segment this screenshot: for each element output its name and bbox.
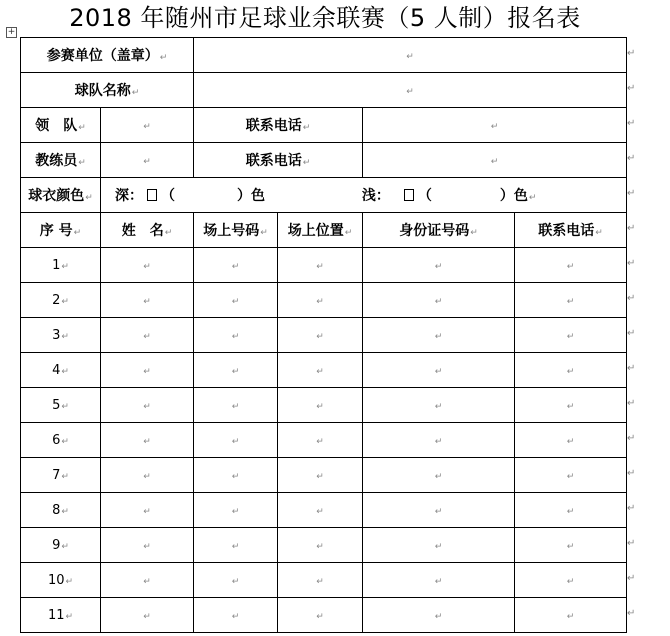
entry-cell[interactable]: ↵ bbox=[101, 388, 194, 423]
row-end-mark: ↵ bbox=[627, 327, 636, 339]
row-number-cell: 7↵ bbox=[21, 458, 101, 493]
unit-row bbox=[21, 38, 627, 73]
entry-cell[interactable]: ↵ bbox=[101, 423, 194, 458]
table-row bbox=[21, 353, 627, 388]
row-end-mark: ↵ bbox=[627, 47, 636, 59]
row-end-mark: ↵ bbox=[627, 82, 636, 94]
leader-row bbox=[21, 108, 627, 143]
table-row bbox=[21, 458, 627, 493]
row-end-mark: ↵ bbox=[627, 607, 636, 619]
entry-cell[interactable]: ↵ bbox=[278, 528, 363, 563]
entry-cell[interactable]: ↵ bbox=[101, 493, 194, 528]
coach-row bbox=[21, 143, 627, 178]
entry-cell[interactable]: ↵ bbox=[101, 458, 194, 493]
entry-cell[interactable]: ↵ bbox=[194, 563, 278, 598]
entry-cell[interactable]: ↵ bbox=[278, 353, 363, 388]
entry-cell[interactable]: ↵ bbox=[194, 353, 278, 388]
entry-cell[interactable]: ↵ bbox=[194, 528, 278, 563]
row-number-cell: 11↵ bbox=[21, 598, 101, 633]
row-end-mark: ↵ bbox=[627, 537, 636, 549]
entry-cell[interactable]: ↵ bbox=[194, 318, 278, 353]
row-end-mark: ↵ bbox=[627, 152, 636, 164]
entry-cell[interactable]: ↵ bbox=[101, 318, 194, 353]
entry-cell[interactable]: ↵ bbox=[101, 598, 194, 633]
entry-cell[interactable]: ↵ bbox=[278, 248, 363, 283]
entry-cell[interactable]: ↵ bbox=[515, 563, 627, 598]
checkbox-icon bbox=[147, 189, 157, 201]
row-number-cell: 6↵ bbox=[21, 423, 101, 458]
entry-cell[interactable]: ↵ bbox=[194, 458, 278, 493]
table-row bbox=[21, 528, 627, 563]
row-end-mark: ↵ bbox=[627, 292, 636, 304]
checkbox-icon bbox=[404, 189, 414, 201]
entry-cell[interactable]: ↵ bbox=[363, 388, 515, 423]
coach-phone-value-cell[interactable]: ↵ bbox=[363, 143, 627, 178]
team-name-value-cell[interactable]: ↵ bbox=[194, 73, 627, 108]
entry-cell[interactable]: ↵ bbox=[515, 598, 627, 633]
row-end-mark: ↵ bbox=[627, 257, 636, 269]
row-end-mark: ↵ bbox=[627, 572, 636, 584]
entry-cell[interactable]: ↵ bbox=[515, 528, 627, 563]
entry-cell[interactable]: ↵ bbox=[194, 423, 278, 458]
row-number-cell: 5↵ bbox=[21, 388, 101, 423]
entry-cell[interactable]: ↵ bbox=[194, 388, 278, 423]
row-number-cell: 9↵ bbox=[21, 528, 101, 563]
leader-phone-value-cell[interactable]: ↵ bbox=[363, 108, 627, 143]
leader-value-cell[interactable]: ↵ bbox=[101, 108, 194, 143]
column-header: 联系电话↵ bbox=[515, 213, 627, 248]
row-number-cell: 4↵ bbox=[21, 353, 101, 388]
entry-cell[interactable]: ↵ bbox=[363, 563, 515, 598]
jersey-value-cell[interactable] bbox=[101, 178, 627, 213]
entry-cell[interactable]: ↵ bbox=[194, 598, 278, 633]
entry-cell[interactable]: ↵ bbox=[101, 248, 194, 283]
table-row bbox=[21, 598, 627, 633]
row-end-mark: ↵ bbox=[627, 432, 636, 444]
entry-cell[interactable]: ↵ bbox=[194, 248, 278, 283]
entry-cell[interactable]: ↵ bbox=[278, 493, 363, 528]
row-end-mark: ↵ bbox=[627, 362, 636, 374]
table-row bbox=[21, 283, 627, 318]
entry-cell[interactable]: ↵ bbox=[278, 318, 363, 353]
table-row bbox=[21, 493, 627, 528]
unit-label-cell: 参赛单位（盖章）↵ bbox=[21, 38, 194, 73]
coach-label-cell: 教练员↵ bbox=[21, 143, 101, 178]
leader-phone-label-cell: 联系电话↵ bbox=[194, 108, 363, 143]
row-number-cell: 10↵ bbox=[21, 563, 101, 598]
jersey-label-cell: 球衣颜色↵ bbox=[21, 178, 101, 213]
table-move-handle-icon[interactable]: + bbox=[7, 27, 16, 37]
row-number-cell: 8↵ bbox=[21, 493, 101, 528]
entry-cell[interactable]: ↵ bbox=[363, 353, 515, 388]
page-title: 2018 年随州市足球业余联赛（5 人制）报名表 bbox=[69, 4, 581, 32]
light-color-field[interactable]: 浅： （ ）色↵ bbox=[361, 188, 537, 204]
entry-cell[interactable]: ↵ bbox=[363, 283, 515, 318]
table-row bbox=[21, 563, 627, 598]
coach-phone-label-cell: 联系电话↵ bbox=[194, 143, 363, 178]
entry-cell[interactable]: ↵ bbox=[515, 388, 627, 423]
entry-cell[interactable]: ↵ bbox=[101, 353, 194, 388]
entry-cell[interactable]: ↵ bbox=[363, 423, 515, 458]
column-header: 身份证号码↵ bbox=[363, 213, 515, 248]
table-row bbox=[21, 248, 627, 283]
entry-cell[interactable]: ↵ bbox=[278, 388, 363, 423]
leader-label-cell: 领 队↵ bbox=[21, 108, 101, 143]
jersey-row bbox=[21, 178, 627, 213]
table-row bbox=[21, 318, 627, 353]
table-row bbox=[21, 423, 627, 458]
entry-cell[interactable]: ↵ bbox=[101, 528, 194, 563]
entry-cell[interactable]: ↵ bbox=[278, 598, 363, 633]
table-row bbox=[21, 388, 627, 423]
column-header: 场上号码↵ bbox=[194, 213, 278, 248]
unit-value-cell[interactable]: ↵ bbox=[194, 38, 627, 73]
coach-value-cell[interactable]: ↵ bbox=[101, 143, 194, 178]
entry-cell[interactable]: ↵ bbox=[363, 248, 515, 283]
team-name-label-cell: 球队名称↵ bbox=[21, 73, 194, 108]
entry-cell[interactable]: ↵ bbox=[515, 423, 627, 458]
entry-cell[interactable]: ↵ bbox=[515, 283, 627, 318]
entry-cell[interactable]: ↵ bbox=[363, 318, 515, 353]
column-header: 场上位置↵ bbox=[278, 213, 363, 248]
entry-cell[interactable]: ↵ bbox=[194, 493, 278, 528]
column-header: 姓 名↵ bbox=[101, 213, 194, 248]
row-number-cell: 3↵ bbox=[21, 318, 101, 353]
row-end-mark: ↵ bbox=[627, 467, 636, 479]
row-number-cell: 1↵ bbox=[21, 248, 101, 283]
entry-cell[interactable]: ↵ bbox=[363, 493, 515, 528]
team-name-row bbox=[21, 73, 627, 108]
entry-cell[interactable]: ↵ bbox=[363, 458, 515, 493]
entry-cell[interactable]: ↵ bbox=[278, 283, 363, 318]
entry-cell[interactable]: ↵ bbox=[515, 353, 627, 388]
entry-cell[interactable]: ↵ bbox=[363, 528, 515, 563]
row-end-mark: ↵ bbox=[627, 397, 636, 409]
entry-cell[interactable]: ↵ bbox=[278, 458, 363, 493]
entry-cell[interactable]: ↵ bbox=[515, 318, 627, 353]
entry-cell[interactable]: ↵ bbox=[101, 563, 194, 598]
row-number-cell: 2↵ bbox=[21, 283, 101, 318]
entry-cell[interactable]: ↵ bbox=[363, 598, 515, 633]
row-end-mark: ↵ bbox=[627, 502, 636, 514]
row-end-mark: ↵ bbox=[627, 117, 636, 129]
entry-cell[interactable]: ↵ bbox=[101, 283, 194, 318]
row-end-mark: ↵ bbox=[627, 222, 636, 234]
entry-cell[interactable]: ↵ bbox=[278, 563, 363, 598]
entry-cell[interactable]: ↵ bbox=[515, 458, 627, 493]
row-end-mark: ↵ bbox=[627, 187, 636, 199]
entry-cell[interactable]: ↵ bbox=[515, 248, 627, 283]
column-header: 序 号↵ bbox=[21, 213, 101, 248]
table-header-row bbox=[21, 213, 627, 248]
entry-cell[interactable]: ↵ bbox=[278, 423, 363, 458]
entry-cell[interactable]: ↵ bbox=[515, 493, 627, 528]
dark-color-field[interactable]: 深： （ ）色 bbox=[115, 188, 265, 204]
entry-cell[interactable]: ↵ bbox=[194, 283, 278, 318]
registration-form-table bbox=[20, 37, 627, 633]
